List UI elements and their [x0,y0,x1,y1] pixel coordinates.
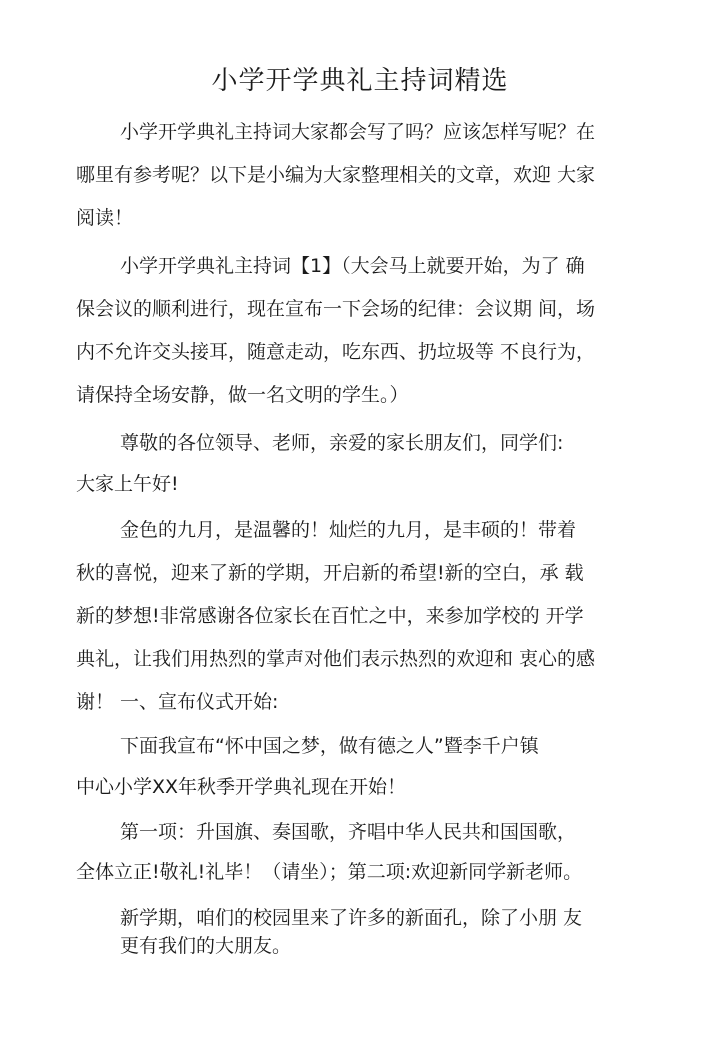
text-line: 中心小学XX年秋季开学典礼现在开始！ [76,776,407,798]
text-line: 谢！ 一、宣布仪式开始: [76,691,279,713]
text-line: 保会议的顺利进行，现在宣布一下会场的纪律：会议期 间，场 [76,298,596,320]
text-line: 请保持全场安静，做一名文明的学生。） [76,384,409,406]
document-title: 小学开学典礼主持词精选 [211,66,509,96]
text-line: 新学期，咱们的校园里来了许多的新面孔，除了小朋 友 [120,907,583,929]
text-line: 下面我宣布“怀中国之梦，做有德之人”暨李千户镇 [120,735,539,757]
text-line: 全体立正!敬礼!礼毕！（请坐）；第二项:欢迎新同学新老师。 [76,861,583,883]
text-line: 小学开学典礼主持词【1】（大会马上就要开始，为了 确 [120,255,585,277]
text-line: 阅读！ [76,207,134,229]
text-line: 金色的九月，是温馨的！灿烂的九月，是丰硕的！带着 [120,519,577,541]
text-line: 尊敬的各位领导、老师，亲爱的家长朋友们，同学们: [120,432,564,454]
text-line: 内不允许交头接耳，随意走动，吃东西、扔垃圾等 不良行为， [76,341,596,363]
text-line: 新的梦想!非常感谢各位家长在百忙之中，来参加学校的 开学 [76,605,584,627]
text-line: 第一项：升国旗、奏国歌，齐唱中华人民共和国国歌， [120,821,577,843]
text-line: 秋的喜悦，迎来了新的学期，开启新的希望!新的空白，承 载 [76,562,584,584]
text-line: 大家上午好! [76,473,179,495]
text-line: 更有我们的大朋友。 [120,935,292,957]
text-line: 哪里有参考呢？以下是小编为大家整理相关的文章，欢迎 大家 [76,164,596,186]
text-line: 小学开学典礼主持词大家都会写了吗？应该怎样写呢？在 [120,121,596,143]
text-line: 典礼，让我们用热烈的掌声对他们表示热烈的欢迎和 衷心的感 [76,648,596,670]
